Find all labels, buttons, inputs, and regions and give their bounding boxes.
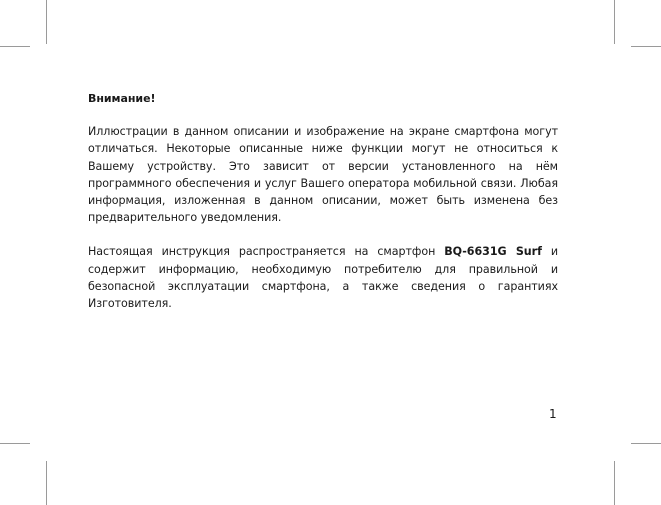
crop-mark-top-right-vertical (614, 0, 615, 44)
disclaimer-paragraph: Иллюстрации в данном описании и изображение на экране смартфона могут отличаться. Некоторые описанные ниже функции могут не относиться к Вашему устройству. Это зависит от версии установленного на нём программного обеспечения и услуг Вашего оператора мобильной связи. Любая информация, изложенная в данном описании, может быть изменена без предварительного уведомления. (88, 125, 558, 225)
crop-mark-bottom-right-horizontal (631, 443, 661, 444)
crop-mark-top-left-horizontal (0, 46, 30, 47)
warning-heading: Внимание! (88, 92, 156, 105)
crop-mark-top-right-horizontal (631, 46, 661, 47)
page-number: 1 (549, 407, 557, 421)
crop-mark-bottom-left-vertical (46, 461, 47, 505)
scope-text-start: Настоящая инструкция распространяется на смартфон (88, 245, 445, 259)
device-model-name: BQ-6631G Surf (444, 245, 542, 259)
crop-mark-bottom-right-vertical (614, 461, 615, 505)
page-content (88, 90, 558, 329)
crop-mark-bottom-left-horizontal (0, 443, 30, 444)
scope-paragraph (88, 243, 558, 312)
crop-mark-top-left-vertical (46, 0, 47, 44)
scope-text-end: и содержит информацию, необходимую потребителю для правильной и безопасной эксплуатации смартфона, а также сведения о гарантиях Изготовителя. (88, 245, 559, 311)
